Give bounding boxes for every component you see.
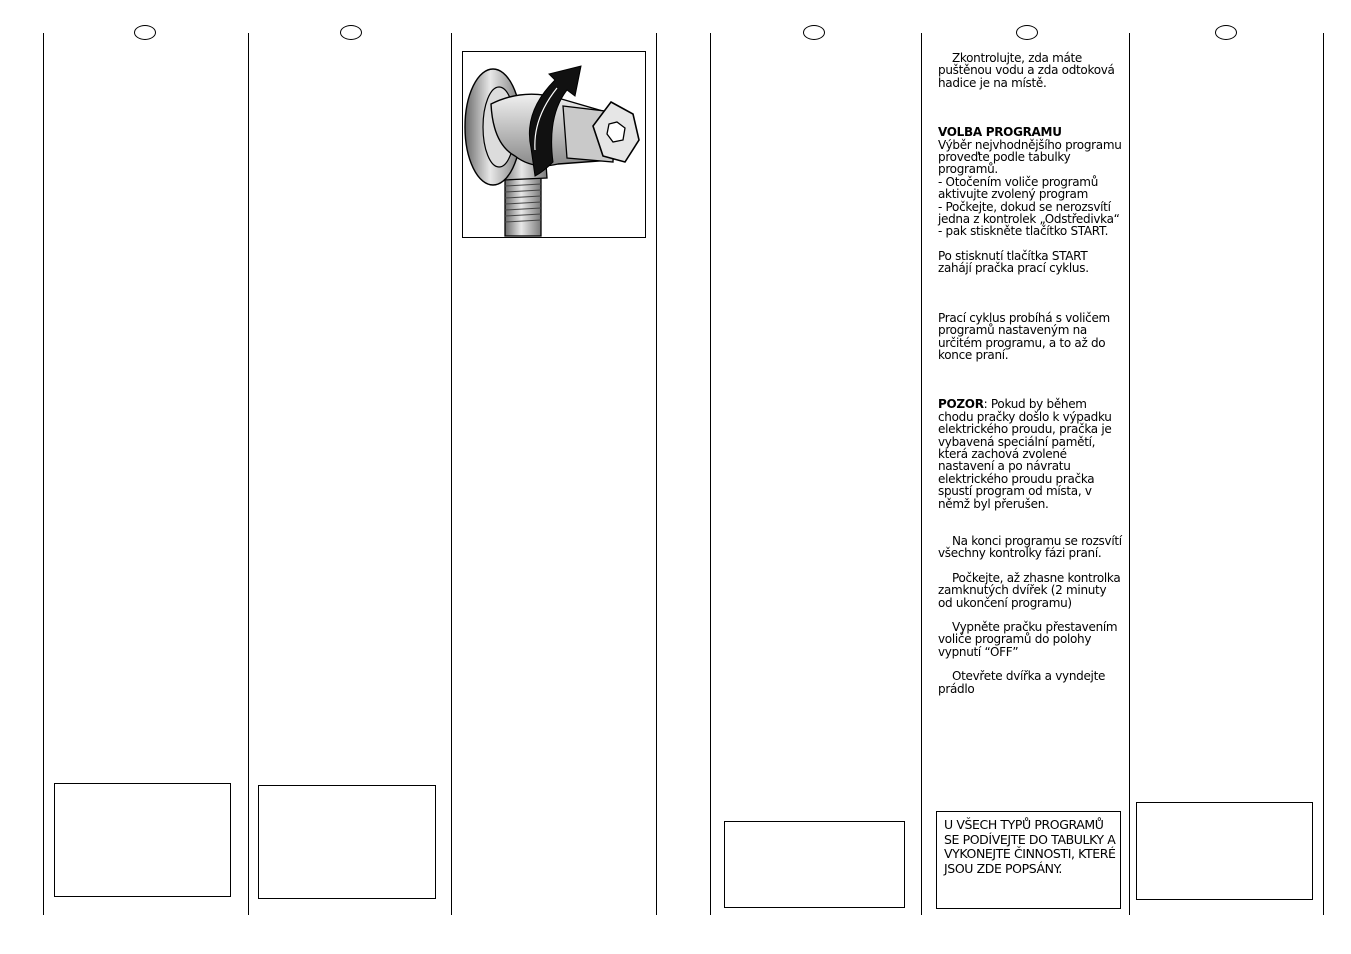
language-marker-oval (340, 25, 362, 40)
column-rule (710, 33, 711, 915)
warning-label: POZOR (938, 397, 984, 412)
column-rule (451, 33, 452, 915)
column-rule (43, 33, 44, 915)
warning-paragraph: POZOR: Pokud by během chodu pračky došlo k výpadku elektrického proudu, pračka je vybavená speciální pamětí, která zachová zvolené nastavení a po návratu elektrického proudu pračka spustí program od místa, v němž byl přerušen. (938, 397, 1112, 511)
column-rule (1129, 33, 1130, 915)
program-selection-line: - Počkejte, dokud se nerozsvítí jedna z kontrolek „Odstředivka“ (938, 199, 1120, 227)
program-selection-line: Výběr nejvhodnějšího programu proveďte podle tabulky programů. (938, 137, 1122, 177)
empty-note-box (258, 785, 436, 899)
program-selection-line: - pak stiskněte tlačítko START. (938, 224, 1109, 239)
language-marker-oval (803, 25, 825, 40)
column-rule (1323, 33, 1324, 915)
column-rule (656, 33, 657, 915)
door-lock-paragraph: Počkejte, až zhasne kontrolka zamknutých dvířek (2 minuty od ukončení programu) (938, 570, 1121, 610)
language-marker-oval (1016, 25, 1038, 40)
language-marker-oval (134, 25, 156, 40)
empty-note-box (724, 821, 905, 908)
empty-note-box (54, 783, 231, 897)
start-paragraph: Po stisknutí tlačítka START zahájí pračka prací cyklus. (938, 248, 1089, 276)
instruction-text-column (938, 52, 1122, 695)
wash-cycle-paragraph: Prací cyklus probíhá s voličem programů nastaveným na určitém programu, a to až do konce praní. (938, 310, 1110, 362)
empty-note-box (1136, 802, 1313, 900)
column-rule (921, 33, 922, 915)
check-water-paragraph: Zkontrolujte, zda máte puštěnou vodu a zda odtoková hadice je na místě. (938, 51, 1115, 90)
program-end-paragraph: Na konci programu se rozsvítí všechny kontrolky fázi praní. (938, 533, 1122, 561)
water-tap-turn-on-icon (463, 52, 646, 238)
water-tap-illustration (462, 51, 646, 238)
program-table-warning-box: U VŠECH TYPŮ PROGRAMŮ SE PODÍVEJTE DO TABULKY A VYKONEJTE ČINNOSTI, KTERÉ JSOU ZDE POPSÁNY. (936, 811, 1121, 909)
column-rule (248, 33, 249, 915)
switch-off-paragraph: Vypněte pračku přestavením voliče programů do polohy vypnutí “OFF” (938, 620, 1118, 659)
program-selection-heading: VOLBA PROGRAMU (938, 125, 1062, 140)
open-door-paragraph: Otevřete dvířka a vyndejte prádlo (938, 669, 1106, 696)
language-marker-oval (1215, 25, 1237, 40)
program-selection-line: - Otočením voliče programů aktivujte zvolený program (938, 174, 1098, 202)
